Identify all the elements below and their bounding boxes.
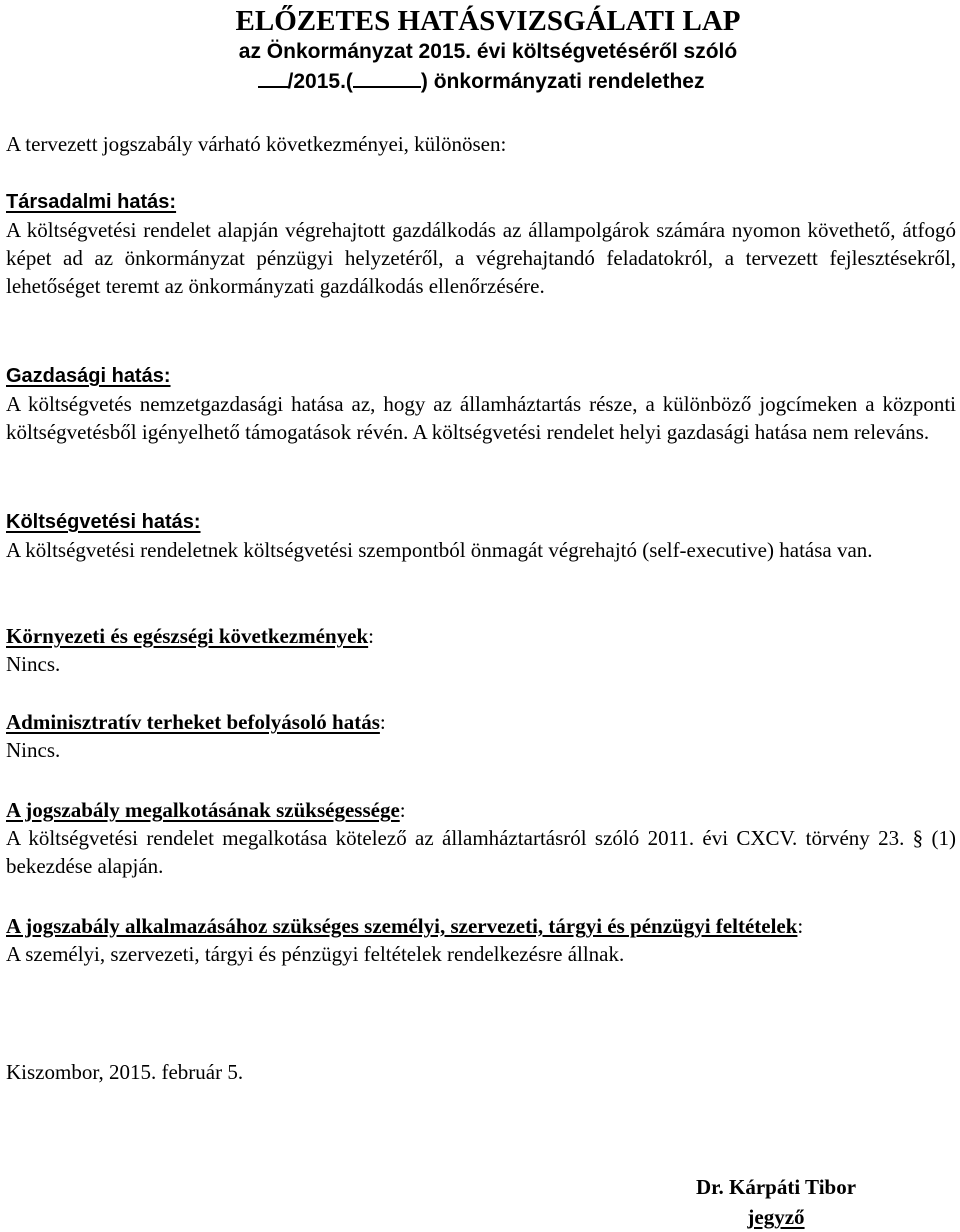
section-heading: A jogszabály megalkotásának szükségessége: [6, 798, 406, 822]
section-heading: Társadalmi hatás: [6, 191, 177, 213]
section-heading: Költségvetési hatás: [6, 511, 201, 533]
section-heading: Adminisztratív terheket befolyásoló hatás: [6, 710, 386, 734]
section-social [6, 188, 956, 300]
section-heading: Környezeti és egészségi következmények: [6, 624, 374, 648]
section-conditions [6, 912, 956, 968]
document-page [6, 0, 956, 1229]
section-administrative [6, 708, 956, 764]
section-heading: Gazdasági hatás: [6, 365, 171, 387]
section-budgetary [6, 508, 956, 564]
document-subtitle: az Önkormányzat 2015. évi költségvetéséről szóló [238, 40, 738, 63]
section-text: A költségvetési rendelet megalkotása kötelező az államháztartásról szóló 2011. évi CXCV. törvény 23. § (1) bekezdése alapján. [6, 826, 956, 878]
signature-block [666, 1172, 886, 1232]
document-subtitle-line2 [6, 66, 956, 98]
signatory-role: jegyző [747, 1205, 805, 1229]
blank-number-line [258, 68, 288, 88]
intro-text: A tervezett jogszabály várható következményei, különösen: [6, 132, 507, 156]
section-text: A költségvetési rendeletnek költségvetési szempontból önmagát végrehajtó (self-executive) hatása van. [6, 538, 873, 562]
subtitle-part-a: /2015.( [287, 70, 353, 93]
document-header [6, 0, 956, 98]
blank-date-line [353, 68, 421, 88]
section-heading: A jogszabály alkalmazásához szükséges személyi, szervezeti, tárgyi és pénzügyi feltételek: [6, 914, 804, 938]
section-economic [6, 362, 956, 446]
section-text: A személyi, szervezeti, tárgyi és pénzügyi feltételek rendelkezésre állnak. [6, 942, 625, 966]
subtitle-part-b: ) önkormányzati rendelethez [420, 70, 705, 93]
section-text: A költségvetési rendelet alapján végrehajtott gazdálkodás az állampolgárok számára nyomon követhető, átfogó képet ad az önkormányzat pénzügyi helyzetéről, a végrehajtandó feladatokról, a tervezett fejlesztésekről, lehetőséget teremt az önkormányzati gazdálkodás ellenőrzésére. [6, 218, 956, 298]
section-necessity [6, 796, 956, 880]
section-environmental [6, 622, 956, 678]
section-text: A költségvetés nemzetgazdasági hatása az, hogy az államháztartás része, a különböző jogcímeken a központi költségvetésből igényelhető támogatások révén. A költségvetési rendelet helyi gazdasági hatása nem releváns. [6, 392, 956, 444]
section-text: Nincs. [6, 652, 61, 676]
signatory-name: Dr. Kárpáti Tibor [695, 1175, 857, 1199]
place-date: Kiszombor, 2015. február 5. [6, 1060, 244, 1084]
section-text: Nincs. [6, 738, 61, 762]
document-title: ELŐZETES HATÁSVIZSGÁLATI LAP [235, 5, 741, 37]
